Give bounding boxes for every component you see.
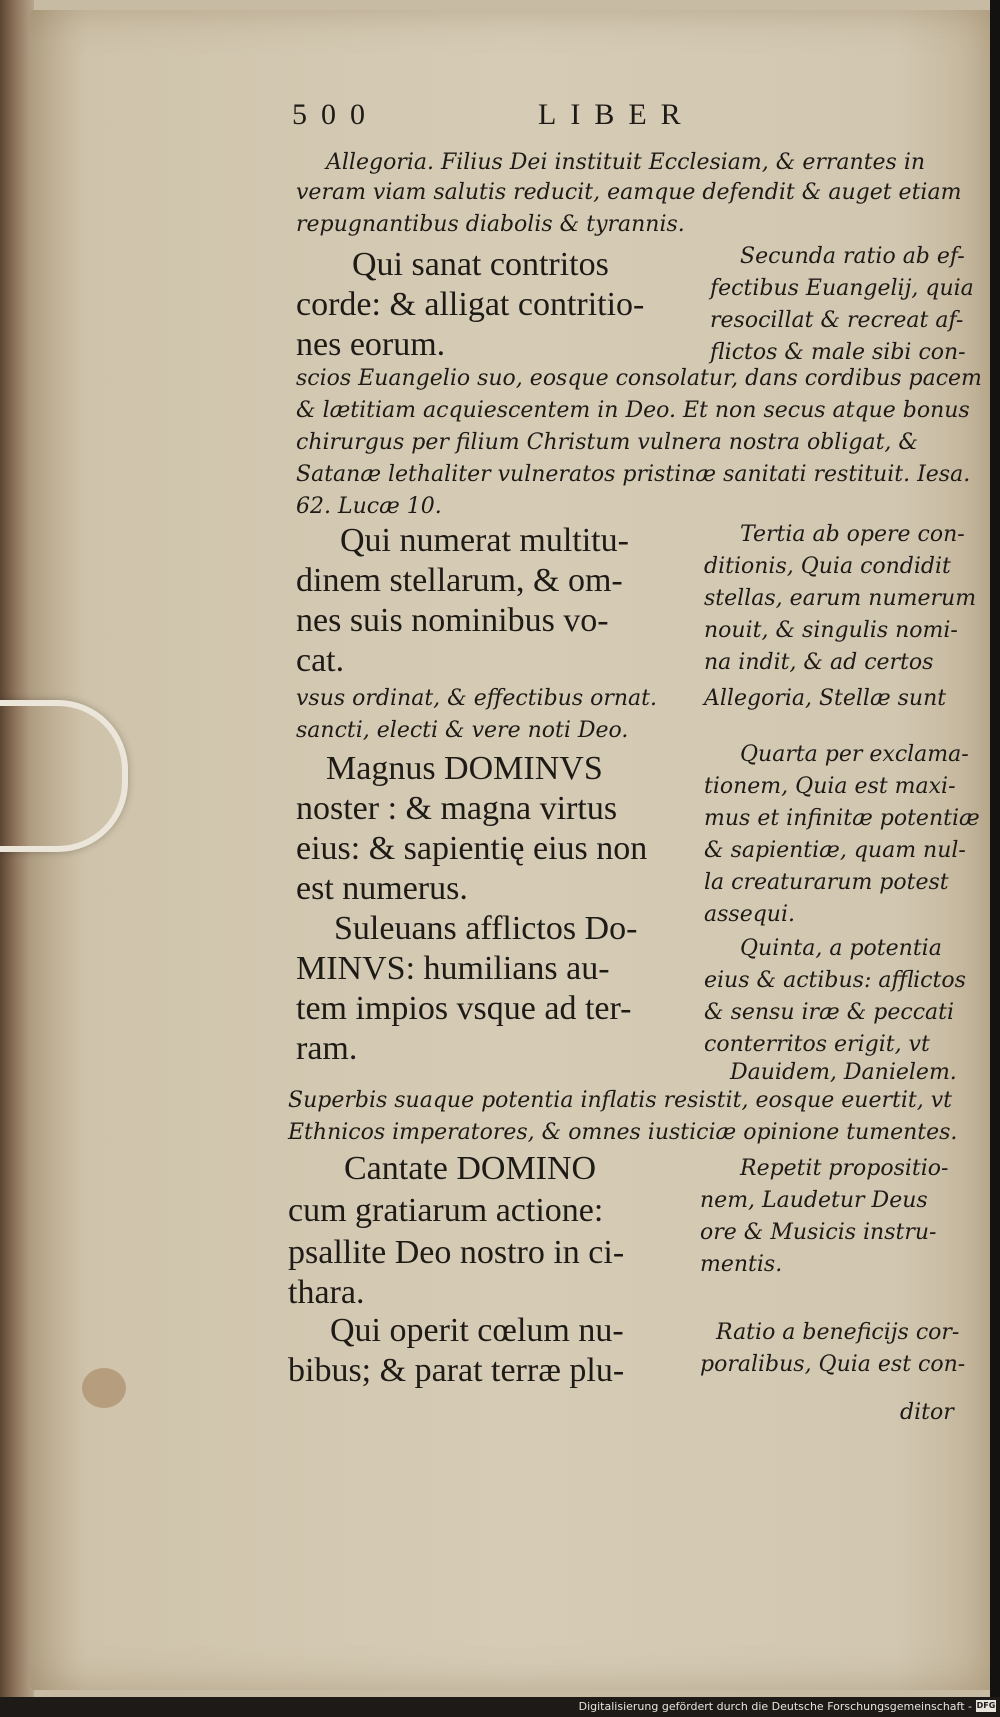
- psalm-verse-line: bibus; & parat terræ plu-: [288, 1352, 625, 1389]
- psalm-verse-line: psallite Deo nostro in ci-: [288, 1234, 625, 1271]
- margin-note-line: poralibus, Quia est con-: [700, 1352, 966, 1377]
- margin-note-line: assequi.: [704, 902, 795, 927]
- margin-note-line: ditionis, Quia condidit: [704, 554, 951, 579]
- text-line: Superbis suaque potentia inflatis resistit, eosque euertit, vt: [288, 1088, 952, 1113]
- psalm-verse-line: MINVS: humilians au-: [296, 950, 610, 987]
- digitization-credit: Digitalisierung gefördert durch die Deutsche Forschungsgemeinschaft -: [578, 1700, 972, 1713]
- margin-note-line: Tertia ab opere con-: [740, 522, 965, 547]
- margin-note-line: nouit, & singulis nomi-: [704, 618, 958, 643]
- margin-note-line: & sensu iræ & peccati: [704, 1000, 955, 1025]
- psalm-verse-line: eius: & sapientię eius non: [296, 830, 648, 867]
- text-line: 62. Lucæ 10.: [296, 494, 442, 519]
- psalm-verse-line: ram.: [296, 1030, 358, 1067]
- margin-note-line: conterritos erigit, vt: [704, 1032, 930, 1057]
- text-line: Allegoria. Filius Dei instituit Ecclesiam, & errantes in: [326, 150, 926, 175]
- paper-stain: [82, 1368, 126, 1408]
- page-clip: [0, 700, 128, 852]
- book-binding: [0, 0, 34, 1717]
- text-line: & lætitiam acquiescentem in Deo. Et non secus atque bonus: [296, 398, 970, 423]
- margin-note-line: Quinta, a potentia: [740, 936, 942, 961]
- psalm-verse-line: cat.: [296, 642, 345, 679]
- catchword: ditor: [900, 1400, 954, 1425]
- text-line: veram viam salutis reducit, eamque defendit & auget etiam: [296, 180, 962, 205]
- margin-note-line: na indit, & ad certos: [704, 650, 934, 675]
- margin-note-line: Ratio a beneficijs cor-: [716, 1320, 960, 1345]
- psalm-verse-line: Qui numerat multitu-: [340, 522, 629, 559]
- margin-note-line: & sapientiæ, quam nul-: [704, 838, 966, 863]
- psalm-verse-line: tem impios vsque ad ter-: [296, 990, 632, 1027]
- text-line: repugnantibus diabolis & tyrannis.: [296, 212, 685, 237]
- text-line: scios Euangelio suo, eosque consolatur, dans cordibus pacem: [296, 366, 982, 391]
- margin-note-line: la creaturarum potest: [704, 870, 949, 895]
- margin-note-line: Secunda ratio ab ef-: [740, 244, 965, 269]
- psalm-verse-line: dinem stellarum, & om-: [296, 562, 623, 599]
- margin-note-line: Allegoria, Stellæ sunt: [704, 686, 947, 711]
- margin-note-line: Quarta per exclama-: [740, 742, 969, 767]
- text-line: chirurgus per filium Christum vulnera nostra obligat, &: [296, 430, 918, 455]
- dfg-logo: DFG: [976, 1701, 996, 1710]
- margin-note-line: tionem, Quia est maxi-: [704, 774, 956, 799]
- margin-note-line: fectibus Euangelij, quia: [710, 276, 974, 301]
- psalm-verse-line: Cantate DOMINO: [344, 1150, 597, 1187]
- psalm-verse-line: Qui operit cœlum nu-: [330, 1312, 624, 1349]
- text-line: sancti, electi & vere noti Deo.: [296, 718, 629, 743]
- margin-note-line: stellas, earum numerum: [704, 586, 977, 611]
- running-title: LIBER: [538, 98, 695, 131]
- margin-note-line: mus et infinitæ potentiæ: [704, 806, 980, 831]
- psalm-verse-line: Suleuans afflictos Do-: [334, 910, 638, 947]
- psalm-verse-line: corde: & alligat contritio-: [296, 286, 645, 323]
- psalm-verse-line: Magnus DOMINVS: [326, 750, 603, 787]
- text-line: vsus ordinat, & effectibus ornat.: [296, 686, 657, 711]
- margin-note-line: flictos & male sibi con-: [710, 340, 966, 365]
- psalm-verse-line: noster : & magna virtus: [296, 790, 618, 827]
- text-line: Satanæ lethaliter vulneratos pristinæ sanitati restituit. Iesa.: [296, 462, 971, 487]
- margin-note-line: nem, Laudetur Deus: [700, 1188, 928, 1213]
- psalm-verse-line: nes eorum.: [296, 326, 446, 363]
- psalm-verse-line: nes suis nominibus vo-: [296, 602, 609, 639]
- margin-note-line: resocillat & recreat af-: [710, 308, 964, 333]
- margin-note-line: ore & Musicis instru-: [700, 1220, 937, 1245]
- margin-note-line: mentis.: [700, 1252, 783, 1277]
- psalm-verse-line: est numerus.: [296, 870, 468, 907]
- margin-note-line: Dauidem, Danielem.: [730, 1060, 957, 1085]
- psalm-verse-line: thara.: [288, 1274, 365, 1311]
- psalm-verse-line: Qui sanat contritos: [352, 246, 609, 283]
- page-number: 500: [292, 98, 379, 131]
- text-line: Ethnicos imperatores, & omnes iusticiæ opinione tumentes.: [288, 1120, 958, 1145]
- right-edge: [990, 0, 1000, 1717]
- margin-note-line: eius & actibus: afflictos: [704, 968, 966, 993]
- margin-note-line: Repetit propositio-: [740, 1156, 949, 1181]
- psalm-verse-line: cum gratiarum actione:: [288, 1192, 604, 1229]
